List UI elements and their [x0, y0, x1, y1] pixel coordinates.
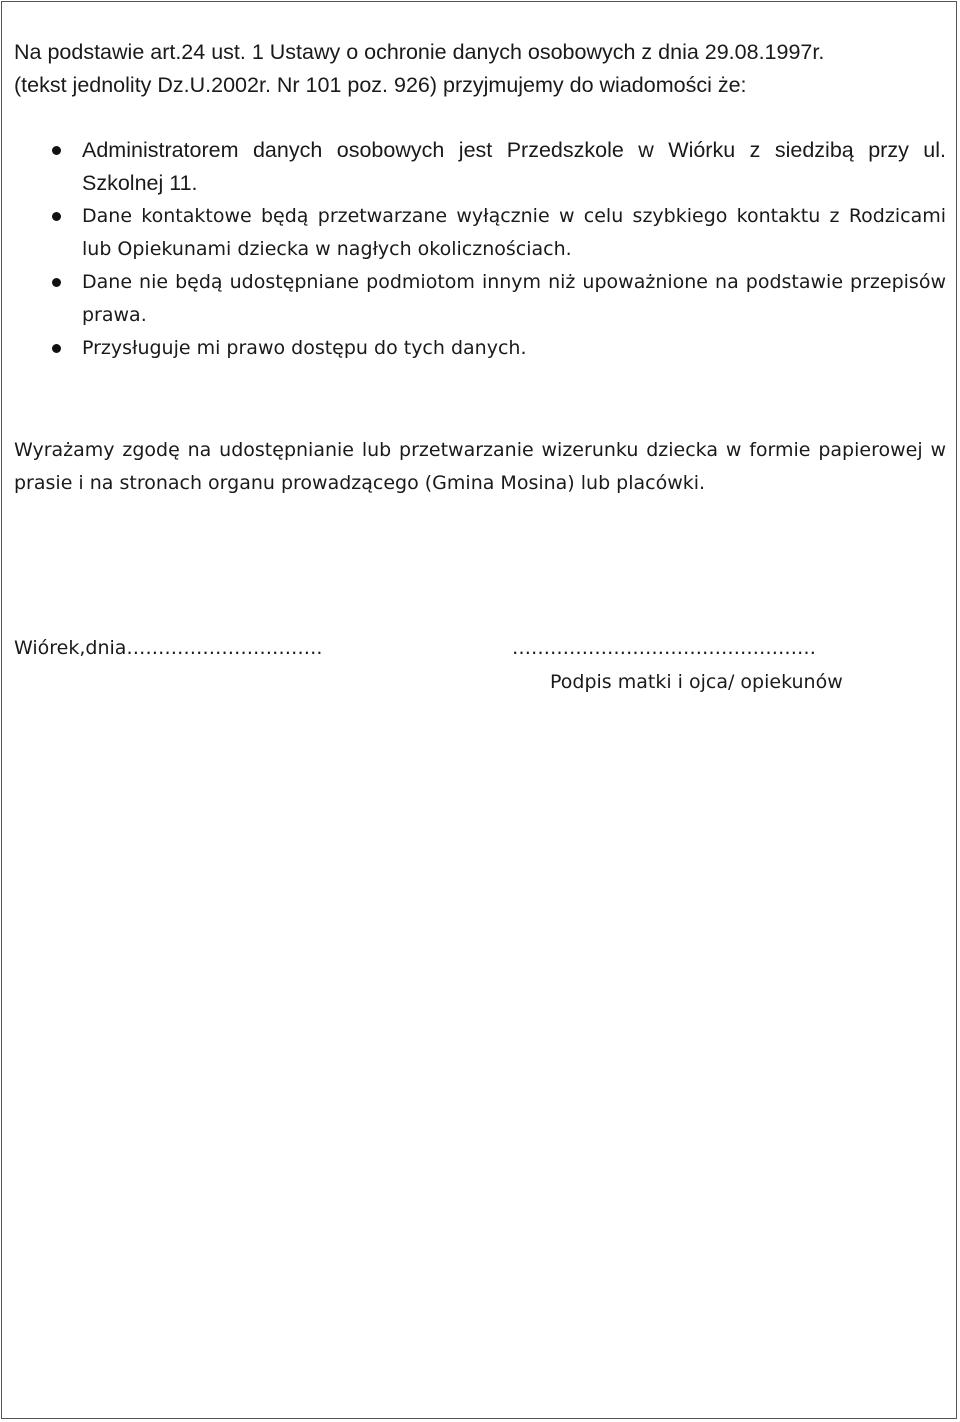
list-item: [0, 266, 960, 332]
intro-line-2: (tekst jednolity Dz.U.2002r. Nr 101 poz. 926) przyjmujemy do wiadomości że:: [14, 73, 747, 97]
info-list: [0, 134, 960, 365]
list-item: [0, 200, 960, 266]
intro-line-1: Na podstawie art.24 ust. 1 Ustawy o ochronie danych osobowych z dnia 29.08.1997r.: [14, 40, 825, 64]
list-item: [0, 332, 960, 365]
list-item-text: Dane kontaktowe będą przetwarzane wyłącznie w celu szybkiego kontaktu z Rodzicami lub Opiekunami dziecka w nagłych okolicznościach.: [82, 205, 946, 260]
consent-paragraph: Wyrażamy zgodę na udostępnianie lub przetwarzanie wizerunku dziecka w formie papierowej w prasie i na stronach organu prowadzącego (Gmina Mosina) lub placówki.: [14, 439, 946, 494]
signature-line: …………………………………………: [512, 637, 816, 659]
intro-paragraph: [14, 36, 944, 102]
bullet-icon: [52, 212, 61, 221]
list-item-text: Administratorem danych osobowych jest Przedszkole w Wiórku z siedzibą przy ul. Szkolnej 11.: [82, 138, 946, 195]
signature-caption: Podpis matki i ojca/ opiekunów: [550, 671, 843, 693]
bullet-icon: [52, 278, 61, 287]
place-date-field: Wiórek,dnia………………………….: [14, 637, 323, 659]
list-item-text: Przysługuje mi prawo dostępu do tych danych.: [82, 337, 527, 359]
bullet-icon: [52, 344, 61, 353]
list-item-text: Dane nie będą udostępniane podmiotom innym niż upoważnione na podstawie przepisów prawa.: [82, 271, 946, 326]
bullet-icon: [52, 146, 61, 155]
list-item: [0, 134, 960, 200]
